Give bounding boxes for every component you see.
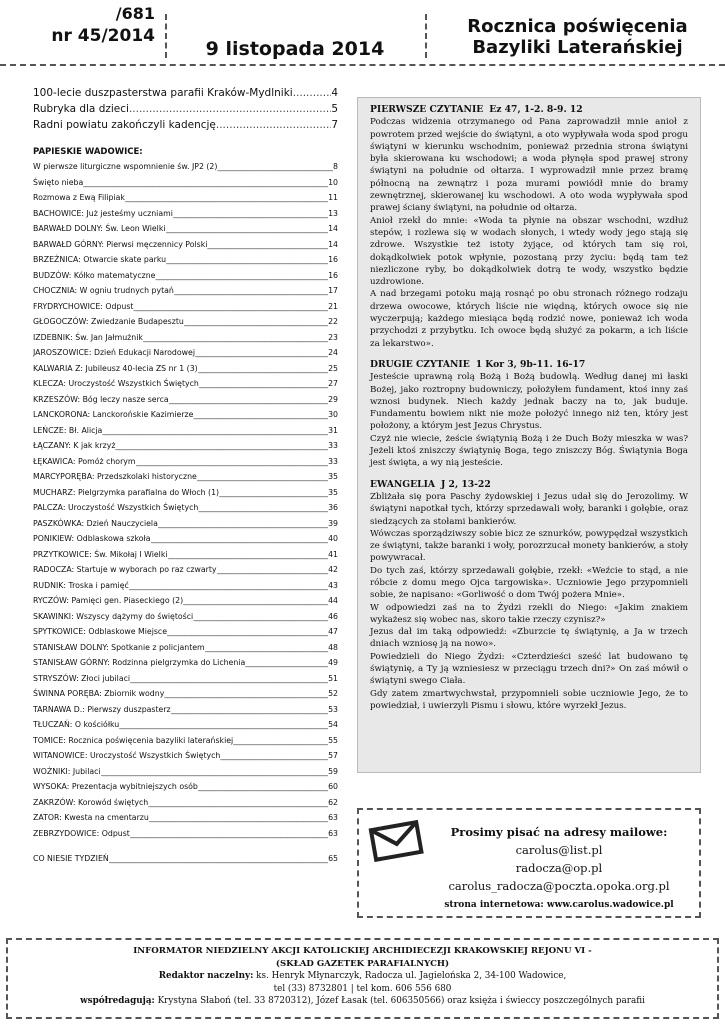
toc-page: 46 bbox=[328, 611, 338, 621]
email-link[interactable]: carolus@list.pl bbox=[515, 843, 603, 857]
toc-title: ŁĄCZANY: K jak krzyż bbox=[33, 441, 116, 450]
toc-row bbox=[33, 531, 338, 547]
toc-page: 16 bbox=[328, 270, 338, 280]
toc-page: 22 bbox=[328, 317, 338, 326]
toc-row bbox=[33, 717, 338, 733]
toc-page: 17 bbox=[328, 286, 338, 295]
reading-paragraph: A nad brzegami potoku mają rosnąć po obu stronach różnego rodzaju drzewa owocowe, których liście nie więdną, których owoce się nie wyczerpują; każdego miesiąca będą rodzić nowe, ponieważ ich woda przychodzi z przybytku. Ich owoce będą służyć za pokarm, a ich liście za lekarstwo». bbox=[370, 289, 688, 349]
toc-leader bbox=[125, 190, 328, 206]
toc-leader bbox=[148, 795, 328, 811]
toc-title: PRZYTKOWICE: Św. Mikołaj I Wielki bbox=[33, 549, 168, 559]
toc-leader bbox=[197, 469, 328, 485]
toc-page: 39 bbox=[328, 518, 338, 528]
toc-page: 60 bbox=[328, 782, 338, 791]
toc-page: 4 bbox=[331, 87, 338, 99]
toc-page: 40 bbox=[328, 534, 338, 543]
toc-title: WOŹNIKI: Jubilaci bbox=[33, 766, 101, 776]
toc-row bbox=[33, 159, 338, 175]
toc-title: MUCHARZ: Pielgrzymka parafialna do Włoch (1) bbox=[33, 487, 220, 497]
toc-leader bbox=[133, 299, 328, 315]
toc-page: 53 bbox=[328, 704, 338, 714]
toc-leader bbox=[115, 438, 328, 454]
footer-org-line: (SKŁAD GAZETEK PARAFIALNYCH) bbox=[275, 958, 450, 969]
toc-row bbox=[33, 593, 338, 609]
toc-title: BUDZÓW: Kółko matematyczne bbox=[33, 270, 156, 280]
toc-title: PALCZA: Uroczystość Wszystkich Świętych bbox=[33, 503, 199, 512]
toc-title: FRYDRYCHOWICE: Odpust bbox=[33, 301, 134, 311]
toc-leader bbox=[219, 485, 328, 501]
toc-title: Radni powiatu zakończyli kadencję bbox=[33, 119, 216, 131]
title-line: Rocznica poświęcenia bbox=[467, 16, 688, 37]
toc-title: CHOCZNIA: W ogniu trudnych pytań bbox=[33, 286, 174, 295]
toc-title: ZEBRZYDOWICE: Odpust bbox=[33, 828, 130, 838]
toc-leader bbox=[155, 268, 328, 284]
toc-title: PASZKÓWKA: Dzień Nauczyciela bbox=[33, 518, 158, 528]
toc-page: 13 bbox=[328, 208, 338, 218]
toc-leader bbox=[119, 717, 328, 733]
toc-leader bbox=[101, 764, 328, 780]
toc-title: MARCYPORĘBA: Przedszkolaki historyczne bbox=[33, 472, 197, 481]
toc-page: 52 bbox=[328, 689, 338, 698]
toc-row bbox=[33, 702, 338, 718]
toc-title: LANCKORONA: Lanckorońskie Kazimierze bbox=[33, 410, 194, 419]
header-divider bbox=[425, 14, 427, 58]
toc-row bbox=[33, 407, 338, 423]
toc-row bbox=[33, 392, 338, 408]
toc-row bbox=[33, 438, 338, 454]
reading-block bbox=[370, 359, 688, 470]
toc-page: 21 bbox=[328, 301, 338, 311]
toc-leader bbox=[168, 547, 329, 563]
toc-leader bbox=[199, 376, 328, 392]
toc-leader bbox=[83, 175, 328, 191]
toc-row bbox=[33, 345, 338, 361]
toc-page: 44 bbox=[328, 596, 338, 605]
section-heading: PAPIESKIE WADOWICE: bbox=[33, 147, 143, 157]
coeditors-text: Krystyna Słaboń (tel. 33 8720312), Józef Łasak (tel. 606350566) oraz księża i świeccy poszczególnych parafii bbox=[157, 996, 645, 1006]
toc-leader bbox=[130, 671, 328, 687]
toc-page: 27 bbox=[328, 379, 338, 388]
editor-label: Redaktor naczelny: bbox=[158, 971, 254, 981]
toc-title: BRZEŹNICA: Otwarcie skate parku bbox=[33, 255, 167, 264]
toc-title: STRYSZÓW: Złoci jubilaci bbox=[33, 673, 131, 683]
toc-row bbox=[33, 206, 338, 222]
toc-row bbox=[33, 85, 338, 101]
toc-page: 14 bbox=[328, 224, 338, 233]
editor-text: ks. Henryk Młynarczyk, Radocza ul. Jagielońska 2, 34-100 Wadowice, bbox=[256, 971, 567, 981]
toc-leader bbox=[102, 423, 328, 439]
toc-leader bbox=[174, 283, 328, 299]
toc-page: 14 bbox=[328, 239, 338, 249]
toc-title: KLECZA: Uroczystość Wszystkich Świętych bbox=[33, 379, 199, 388]
toc-leader bbox=[207, 237, 328, 253]
toc-page: 5 bbox=[331, 103, 338, 115]
reading-label: EWANGELIA bbox=[370, 478, 435, 490]
toc-page: 55 bbox=[328, 735, 338, 745]
reading-block bbox=[370, 104, 688, 350]
toc-leader bbox=[167, 624, 328, 640]
contact-box bbox=[357, 808, 701, 918]
toc-row bbox=[33, 810, 338, 826]
toc-leader bbox=[171, 702, 328, 718]
header-divider bbox=[0, 64, 725, 66]
toc-row bbox=[33, 330, 338, 346]
toc-row bbox=[33, 779, 338, 795]
toc-page: 7 bbox=[331, 119, 338, 131]
toc-page: 30 bbox=[328, 410, 338, 419]
toc-leader bbox=[169, 392, 328, 408]
toc-title: SKAWINKI: Wszyscy dążymy do świętości bbox=[33, 611, 194, 621]
toc-title: Rubryka dla dzieci bbox=[33, 103, 129, 115]
toc-row bbox=[33, 237, 338, 253]
toc-row bbox=[33, 671, 338, 687]
coeditors-label: współredagują: bbox=[80, 996, 155, 1006]
toc-page: 51 bbox=[328, 673, 338, 683]
toc-title: RADOCZA: Startuje w wyborach po raz czwarty bbox=[33, 565, 217, 574]
toc-page: 59 bbox=[328, 766, 338, 776]
readings-box bbox=[357, 97, 701, 773]
toc-page: 35 bbox=[328, 487, 338, 497]
toc-row bbox=[33, 686, 338, 702]
toc-title: KRZESZÓW: Bóg leczy nasze serca bbox=[33, 394, 169, 404]
toc-row bbox=[33, 361, 338, 377]
toc-leader bbox=[164, 686, 328, 702]
toc-page: 65 bbox=[328, 854, 338, 863]
toc-title: RUDNIK: Troska i pamięć bbox=[33, 580, 129, 590]
toc-page: 42 bbox=[328, 565, 338, 574]
toc-leader bbox=[130, 826, 328, 842]
toc-leader bbox=[151, 531, 329, 547]
toc-row bbox=[33, 221, 338, 237]
toc-title: RYCZÓW: Pamięci gen. Piaseckiego (2) bbox=[33, 596, 184, 605]
toc-leader bbox=[233, 733, 328, 749]
toc-page: 24 bbox=[328, 348, 338, 357]
toc-leader bbox=[198, 500, 328, 516]
toc-title: BARWAŁD GÓRNY: Pierwsi męczennicy Polski bbox=[33, 239, 208, 249]
toc-sub-list bbox=[33, 159, 338, 841]
toc-page: 36 bbox=[328, 503, 338, 512]
toc-title: W pierwsze liturgiczne wspomnienie św. JP2 (2) bbox=[33, 162, 218, 171]
toc-leader bbox=[158, 516, 328, 532]
reading-paragraph: Do tych zaś, którzy sprzedawali gołębie, rzekł: «Weźcie to stąd, a nie róbcie z domu mego Ojca targowiska». Uczniowie Jego przypomnieli sobie, że napisano: «Gorliwość o dom Twój pożera Mnie». bbox=[370, 565, 688, 601]
reading-paragraph: Powiedzieli do Niego Żydzi: «Czterdzieści sześć lat budowano tę świątynię, a Ty ją wzniesiesz w przeciągu trzech dni?» On zaś mówił o świątyni swego Ciała. bbox=[370, 651, 688, 687]
toc-row bbox=[33, 624, 338, 640]
toc-leader bbox=[136, 454, 329, 470]
reading-paragraph: W odpowiedzi zaś na to Żydzi rzekli do Niego: «Jakim znakiem wykażesz się wobec nas, skoro takie rzeczy czynisz?» bbox=[370, 602, 688, 625]
toc-row bbox=[33, 795, 338, 811]
reading-label: PIERWSZE CZYTANIE bbox=[370, 104, 484, 115]
toc-main-list bbox=[33, 85, 338, 133]
toc-leader bbox=[217, 159, 333, 175]
toc-leader bbox=[173, 206, 328, 222]
toc-leader bbox=[193, 609, 328, 625]
toc-row bbox=[33, 283, 338, 299]
toc-title: ZATOR: Kwesta na cmentarzu bbox=[33, 813, 149, 822]
toc-row bbox=[33, 454, 338, 470]
toc-row bbox=[33, 609, 338, 625]
toc-title: TŁUCZAŃ: O kościółku bbox=[33, 720, 120, 729]
envelope-icon bbox=[367, 818, 425, 866]
toc-leader bbox=[166, 221, 329, 237]
toc-row bbox=[33, 547, 338, 563]
toc-title: ŚWINNA PORĘBA: Zbiornik wodny bbox=[33, 689, 165, 698]
toc-page: 31 bbox=[328, 425, 338, 435]
toc-row bbox=[33, 562, 338, 578]
toc-page: 33 bbox=[328, 441, 338, 450]
reading-paragraph: Jesteście uprawną rolą Bożą i Bożą budowlą. Według danej mi łaski Bożej, jako roztropny budowniczy, położyłem fundament, ktoś inny zaś wznosi budynek. Niech każdy jednak baczy na to, jak buduje. Fundamentu bowiem nikt nie może położyć innego niż ten, który jest położony, a którym jest Jezus Chrystus. bbox=[370, 372, 688, 432]
toc-leader bbox=[183, 593, 328, 609]
toc-title: KALWARIA Z: Jubileusz 40-lecia ZS nr 1 (3) bbox=[33, 363, 198, 373]
toc-row bbox=[33, 376, 338, 392]
toc-row bbox=[33, 485, 338, 501]
website-link[interactable]: strona internetowa: www.carolus.wadowice.pl bbox=[444, 900, 674, 910]
toc-leader bbox=[184, 314, 328, 330]
toc-leader bbox=[149, 810, 328, 826]
toc-page: 16 bbox=[328, 255, 338, 264]
toc-page: 63 bbox=[328, 813, 338, 822]
toc-title: SPYTKOWICE: Odblaskowe Miejsce bbox=[33, 627, 168, 636]
header bbox=[0, 0, 725, 64]
toc-leader bbox=[129, 101, 331, 117]
toc-page: 41 bbox=[328, 549, 338, 559]
reading-reference: Ez 47, 1-2. 8-9. 12 bbox=[489, 104, 583, 115]
toc-leader bbox=[216, 117, 331, 133]
toc-row bbox=[33, 500, 338, 516]
toc-title: TOMICE: Rocznica poświęcenia bazyliki laterańskiej bbox=[33, 735, 234, 745]
toc-title: TARNAWA D.: Pierwszy duszpasterz bbox=[33, 704, 171, 714]
reading-block bbox=[370, 479, 688, 713]
contact-text bbox=[427, 824, 691, 913]
toc-page: 49 bbox=[328, 658, 338, 667]
toc-row bbox=[33, 175, 338, 191]
toc-row bbox=[33, 117, 338, 133]
toc-row bbox=[33, 733, 338, 749]
table-of-contents bbox=[33, 85, 338, 867]
reading-heading bbox=[370, 479, 688, 491]
reading-heading bbox=[370, 359, 688, 371]
issue-number: /681 bbox=[115, 4, 155, 23]
toc-last-entry bbox=[33, 851, 338, 867]
toc-title: BACHOWICE: Już jesteśmy uczniami bbox=[33, 208, 173, 218]
toc-title: LEŃCZE: Bł. Alicja bbox=[33, 425, 103, 435]
toc-title: ŁĘKAWICA: Pomóż chorym bbox=[33, 456, 136, 466]
toc-title: GŁOGOCZÓW: Zwiedzanie Budapesztu bbox=[33, 317, 184, 326]
email-link[interactable]: radocza@op.pl bbox=[515, 861, 603, 875]
toc-leader bbox=[109, 851, 328, 867]
email-link[interactable]: carolus_radocza@poczta.opoka.org.pl bbox=[448, 879, 670, 893]
toc-row bbox=[33, 516, 338, 532]
toc-page: 63 bbox=[328, 828, 338, 838]
reading-paragraph: Gdy zatem zmartwychwstał, przypomnieli sobie uczniowie Jego, że to powiedział, i uwierzyli Pismu i słowu, które wyrzekł Jezus. bbox=[370, 688, 688, 711]
reading-paragraph: Czyż nie wiecie, żeście świątynią Bożą i że Duch Boży mieszka w was? Jeżeli ktoś zniszczy świątynię Boga, tego zniszczy Bóg. Świątynia Boga jest święta, a wy nią jesteście. bbox=[370, 433, 688, 469]
toc-page: 54 bbox=[328, 720, 338, 729]
reading-paragraph: Podczas widzenia otrzymanego od Pana zaprowadził mnie anioł z powrotem przed wejście do świątyni, a oto wypływała woda spod progu świątyni w kierunku wschodnim, ponieważ przednia strona świątyni była skierowana ku wschodowi; a woda płynęła spod prawej strony świątyni na południe od ołtarza. I wyprowadził mnie przez bramę północną na zewnątrz i poza murami powiódł mnie do bramy zewnętrznej, skierowanej ku wschodowi. A oto woda wypływała spod prawej ściany świątyni, na południe od ołtarza. bbox=[370, 117, 688, 214]
toc-leader bbox=[293, 85, 332, 101]
toc-title: WITANOWICE: Uroczystość Wszystkich Świętych bbox=[33, 751, 221, 760]
header-divider bbox=[165, 14, 167, 58]
toc-row bbox=[33, 764, 338, 780]
toc-row bbox=[33, 252, 338, 268]
toc-row bbox=[33, 655, 338, 671]
toc-row bbox=[33, 314, 338, 330]
title-line: Bazyliki Laterańskiej bbox=[472, 37, 683, 58]
toc-leader bbox=[129, 578, 328, 594]
toc-page: 57 bbox=[328, 751, 338, 760]
toc-page: 35 bbox=[328, 472, 338, 481]
toc-row bbox=[33, 748, 338, 764]
toc-leader bbox=[193, 407, 328, 423]
toc-title: CO NIESIE TYDZIEŃ bbox=[33, 854, 109, 863]
contact-heading: Prosimy pisać na adresy mailowe: bbox=[450, 825, 668, 839]
toc-row bbox=[33, 469, 338, 485]
toc-title: Święto nieba bbox=[33, 177, 84, 187]
reading-paragraph: Zbliżała się pora Paschy żydowskiej i Jezus udał się do Jerozolimy. W świątyni napotkał tych, którzy sprzedawali woły, baranki i gołębie, oraz siedzących za stołami bankierów. bbox=[370, 491, 688, 527]
toc-title: ZAKRZÓW: Korowód świętych bbox=[33, 797, 149, 807]
toc-leader bbox=[166, 252, 328, 268]
toc-page: 43 bbox=[328, 580, 338, 590]
reading-label: DRUGIE CZYTANIE bbox=[370, 358, 470, 370]
footer-phone: tel (33) 8732801 | tel kom. 606 556 680 bbox=[273, 983, 452, 994]
toc-row bbox=[33, 578, 338, 594]
toc-row bbox=[33, 299, 338, 315]
reading-reference: J 2, 13-22 bbox=[441, 478, 491, 490]
toc-leader bbox=[245, 655, 328, 671]
toc-page: 8 bbox=[333, 162, 338, 171]
toc-row bbox=[33, 268, 338, 284]
toc-title: IZDEBNIK: Św. Jan Jałmużnik bbox=[33, 332, 143, 342]
footer-coeditors bbox=[8, 995, 717, 1008]
toc-title: JAROSZOWICE: Dzień Edukacji Narodowej bbox=[33, 348, 195, 357]
toc-title: Rozmowa z Ewą Filipiak bbox=[33, 193, 125, 202]
reading-reference: 1 Kor 3, 9b-11. 16-17 bbox=[475, 358, 586, 370]
toc-page: 47 bbox=[328, 627, 338, 636]
toc-leader bbox=[143, 330, 328, 346]
toc-page: 23 bbox=[328, 332, 338, 342]
toc-title: STANISŁAW GÓRNY: Rodzinna pielgrzymka do Lichenia bbox=[33, 658, 246, 667]
reading-heading bbox=[370, 104, 688, 116]
toc-page: 33 bbox=[328, 456, 338, 466]
footer-org-line: INFORMATOR NIEDZIELNY AKCJI KATOLICKIEJ ARCHIDIECEZJI KRAKOWSKIEJ REJONU VI - bbox=[133, 946, 592, 956]
toc-leader bbox=[217, 562, 329, 578]
toc-leader bbox=[195, 345, 328, 361]
issue-label: nr 45/2014 bbox=[51, 26, 155, 46]
reading-paragraph: Jezus dał im taką odpowiedź: «Zburzcie tę świątynię, a Ja w trzech dniach wzniosę ją na nowo». bbox=[370, 627, 688, 650]
toc-title: BARWAŁD DOLNY: Św. Leon Wielki bbox=[33, 224, 166, 233]
reading-paragraph: Wówczas sporządziwszy sobie bicz ze sznurków, powypędzał wszystkich ze świątyni, także baranki i woły, porozrzucał monety bankierów, a stoły powywracał. bbox=[370, 528, 688, 564]
issue-date: 9 listopada 2014 bbox=[205, 38, 385, 60]
toc-leader bbox=[220, 748, 328, 764]
toc-title: 100-lecie duszpasterstwa parafii Kraków-Mydlniki bbox=[33, 87, 293, 99]
toc-leader bbox=[198, 779, 328, 795]
toc-row bbox=[33, 640, 338, 656]
toc-page: 48 bbox=[328, 642, 338, 652]
footer bbox=[6, 938, 719, 1019]
toc-row bbox=[33, 190, 338, 206]
toc-title: PONIKIEW: Odblaskowa szkoła bbox=[33, 534, 151, 543]
toc-leader bbox=[205, 640, 328, 656]
toc-page: 62 bbox=[328, 797, 338, 807]
toc-row bbox=[33, 101, 338, 117]
toc-page: 25 bbox=[328, 363, 338, 373]
reading-paragraph: Anioł rzekł do mnie: «Woda ta płynie na obszar wschodni, wzdłuż stepów, i rozlewa się w wodach słonych, i wtedy wody jego stają się zdrowe. Wszystkie też istoty żyjące, od których tam się roi, dokądkolwiek potok wpłynie, pozostaną przy życiu: będą tam też niezliczone ryby, bo dokądkolwiek dotrą te wody, wszystko będzie uzdrowione. bbox=[370, 215, 688, 288]
toc-title: WYSOKA: Prezentacja wybitniejszych osób bbox=[33, 782, 198, 791]
toc-row bbox=[33, 826, 338, 842]
page-title bbox=[440, 16, 715, 58]
footer-editor bbox=[8, 970, 717, 983]
toc-leader bbox=[198, 361, 328, 377]
toc-title: STANISŁAW DOLNY: Spotkanie z policjantem bbox=[33, 642, 205, 652]
toc-page: 10 bbox=[328, 177, 338, 187]
toc-page: 29 bbox=[328, 394, 338, 404]
toc-row bbox=[33, 851, 338, 867]
toc-row bbox=[33, 423, 338, 439]
toc-page: 11 bbox=[328, 193, 338, 202]
